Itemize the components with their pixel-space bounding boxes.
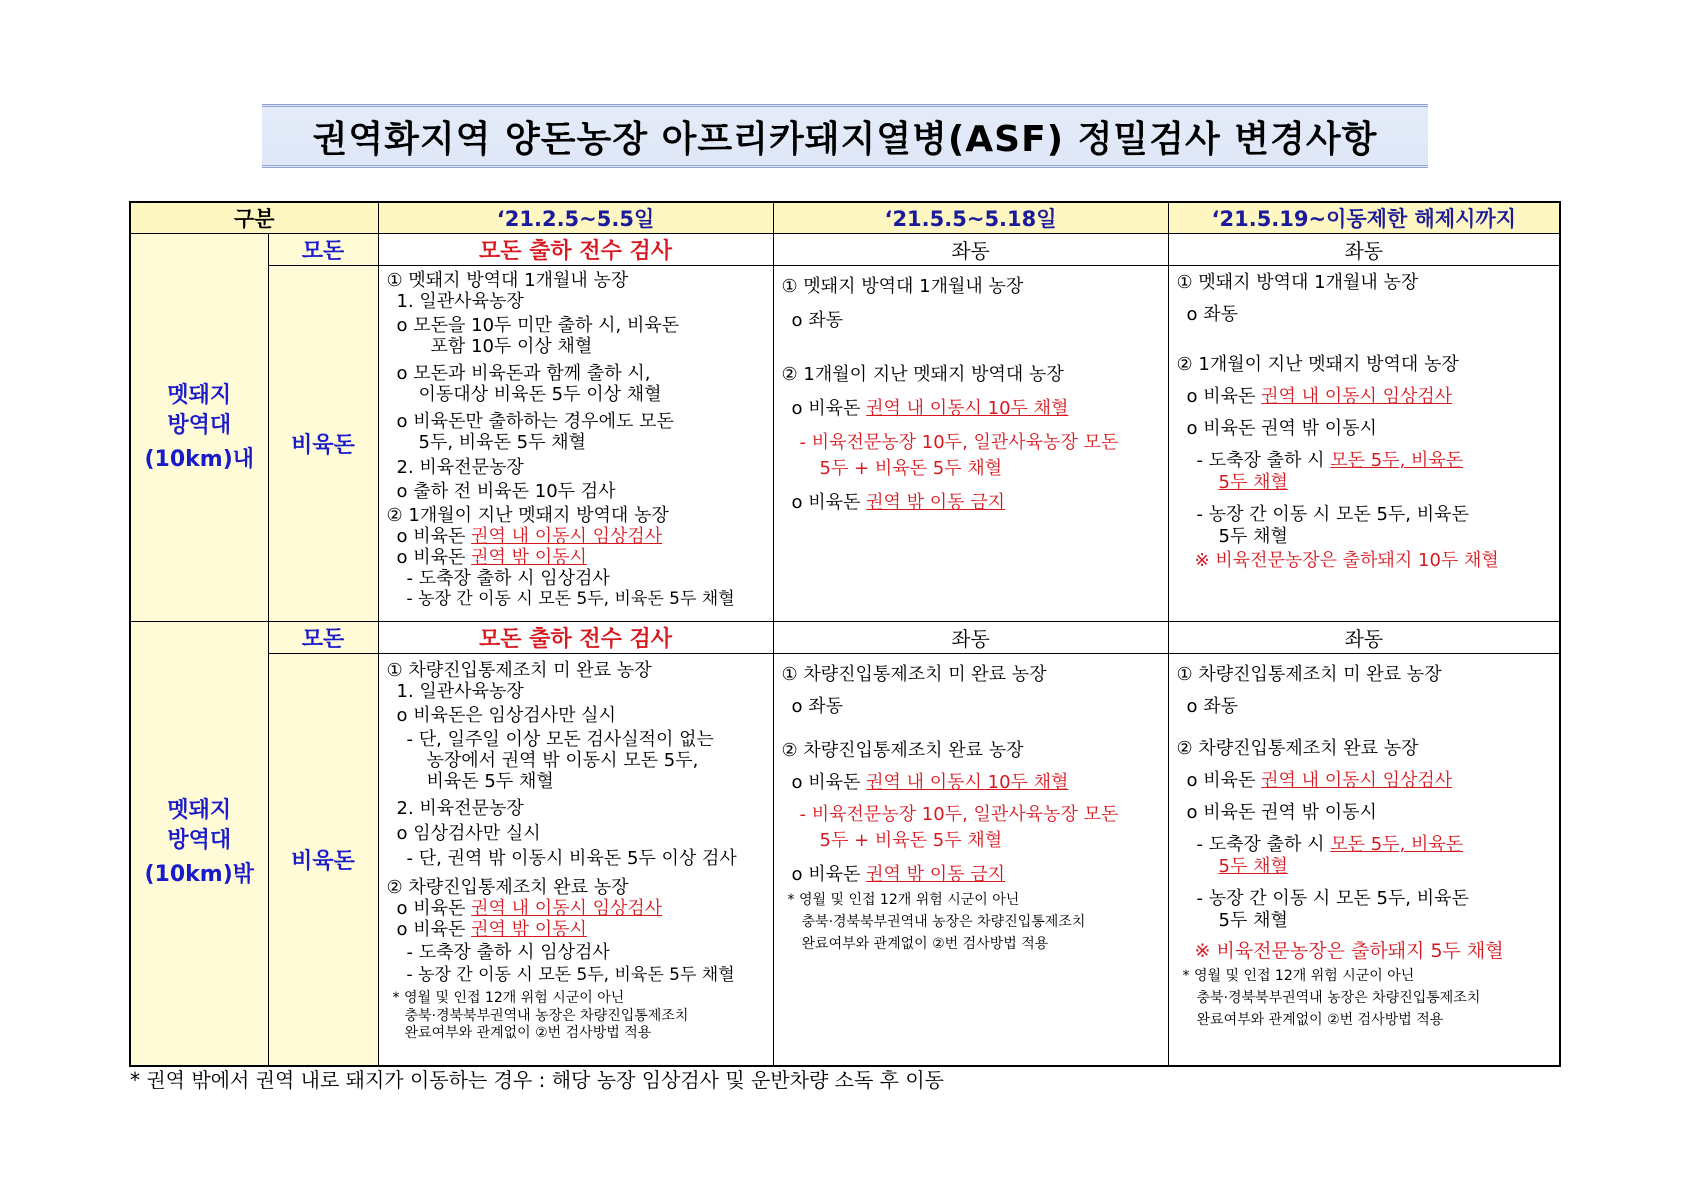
out-p3-l6a: - 도축장 출하 시 bbox=[1196, 834, 1331, 855]
out-p2-l4a: o 비육돈 bbox=[791, 772, 867, 793]
in-p1-l14: - 도축장 출하 시 임상검사 bbox=[406, 568, 610, 589]
out-p3-n1: * 영월 및 인접 12개 위험 시군이 아닌 bbox=[1182, 968, 1415, 984]
out-p3-l6 bbox=[1177, 834, 1554, 856]
out-p2-l7b: 권역 밖 이동 금지 bbox=[866, 864, 1006, 885]
out-p1-l5: 농장에서 권역 밖 이동시 모돈 5두, bbox=[426, 750, 699, 771]
in-p2-l6: 5두 + 비육돈 5두 채혈 bbox=[819, 458, 1003, 479]
in-p1-l12a: o 비육돈 bbox=[396, 526, 472, 547]
out-p1-n3: 완료여부와 관계없이 ②번 검사방법 적용 bbox=[404, 1025, 652, 1041]
section-in-label bbox=[130, 234, 268, 622]
in-p1-l13 bbox=[387, 547, 767, 568]
out-p1-l12b: 권역 밖 이동시 bbox=[471, 919, 587, 940]
out-p3-l10: ※ 비육전문농장은 출하돼지 5두 채혈 bbox=[1194, 940, 1504, 962]
in-modon-label: 모돈 bbox=[268, 234, 378, 266]
out-p1-l12 bbox=[387, 919, 767, 940]
in-p1-l13a: o 비육돈 bbox=[396, 547, 472, 568]
in-p1-l10: o 출하 전 비육돈 10두 검사 bbox=[396, 481, 616, 502]
in-modon-p3: 좌동 bbox=[1168, 234, 1560, 266]
in-p2-cell bbox=[773, 266, 1168, 622]
in-p2-l3: ② 1개월이 지난 멧돼지 방역대 농장 bbox=[781, 364, 1064, 385]
in-p2-l7b: 권역 밖 이동 금지 bbox=[866, 492, 1006, 513]
section-in-label-3: (10km)내 bbox=[144, 446, 255, 472]
in-biyukdon-row bbox=[130, 266, 1560, 622]
in-p1-l15: - 농장 간 이동 시 모돈 5두, 비육돈 5두 채혈 bbox=[406, 589, 735, 609]
out-p3-l9: 5두 채혈 bbox=[1218, 910, 1288, 931]
out-p1-n1: * 영월 및 인접 12개 위험 시군이 아닌 bbox=[392, 990, 625, 1006]
in-p2-l1: ① 멧돼지 방역대 1개월내 농장 bbox=[781, 276, 1024, 297]
out-modon-p3: 좌동 bbox=[1168, 622, 1560, 654]
in-modon-p2: 좌동 bbox=[773, 234, 1168, 266]
out-p1-n2: 충북·경북북부권역내 농장은 차량진입통제조치 bbox=[404, 1008, 689, 1024]
out-p3-l4a: o 비육돈 bbox=[1186, 770, 1262, 791]
in-p2-l4a: o 비육돈 bbox=[791, 398, 867, 419]
document-title-banner bbox=[262, 104, 1428, 168]
in-p3-l1: ① 멧돼지 방역대 1개월내 농장 bbox=[1176, 272, 1419, 293]
section-out-label-2: 방역대 bbox=[167, 828, 232, 854]
in-p2-l2: o 좌동 bbox=[791, 310, 844, 331]
in-p3-l4 bbox=[1177, 386, 1554, 408]
document-title: 권역화지역 양돈농장 아프리카돼지열병(ASF) 정밀검사 변경사항 bbox=[312, 118, 1378, 160]
out-p1-l11a: o 비육돈 bbox=[396, 898, 472, 919]
out-p1-l10: ② 차량진입통제조치 완료 농장 bbox=[386, 877, 629, 898]
in-modon-row bbox=[130, 234, 1560, 266]
in-p1-cell bbox=[378, 266, 773, 622]
out-modon-row bbox=[130, 622, 1560, 654]
in-p3-l9: 5두 채혈 bbox=[1218, 526, 1288, 547]
in-p1-l12 bbox=[387, 526, 767, 547]
header-period-2: ‘21.5.5~5.18일 bbox=[773, 202, 1168, 234]
in-p1-l2: 1. 일관사육농장 bbox=[396, 291, 524, 312]
section-out-label bbox=[130, 622, 268, 1066]
out-p1-l2: 1. 일관사육농장 bbox=[396, 681, 524, 702]
out-p1-l14: - 농장 간 이동 시 모돈 5두, 비육돈 5두 채혈 bbox=[406, 965, 735, 985]
out-modon-p1: 모돈 출하 전수 검사 bbox=[378, 622, 773, 654]
in-p3-l10: ※ 비육전문농장은 출하돼지 10두 채혈 bbox=[1194, 550, 1499, 571]
out-p2-n3: 완료여부와 관계없이 ②번 검사방법 적용 bbox=[801, 936, 1049, 952]
in-p3-l8: - 농장 간 이동 시 모돈 5두, 비육돈 bbox=[1196, 504, 1469, 525]
out-p2-cell bbox=[773, 654, 1168, 1066]
in-p1-l8: 5두, 비육돈 5두 채혈 bbox=[418, 432, 587, 453]
section-out-label-1: 멧돼지 bbox=[167, 798, 232, 824]
out-p3-cell bbox=[1168, 654, 1560, 1066]
out-p1-l4: - 단, 일주일 이상 모돈 검사실적이 없는 bbox=[406, 729, 714, 750]
in-p3-l3: ② 1개월이 지난 멧돼지 방역대 농장 bbox=[1176, 354, 1459, 375]
out-p1-l3: o 비육돈은 임상검사만 실시 bbox=[396, 705, 616, 726]
in-p1-l6: 이동대상 비육돈 5두 이상 채혈 bbox=[418, 384, 662, 405]
out-p3-l3: ② 차량진입통제조치 완료 농장 bbox=[1176, 738, 1419, 759]
out-p1-l11 bbox=[387, 898, 767, 919]
header-row bbox=[130, 202, 1560, 234]
out-p3-l5: o 비육돈 권역 밖 이동시 bbox=[1186, 802, 1377, 823]
out-p2-n1: * 영월 및 인접 12개 위험 시군이 아닌 bbox=[787, 892, 1020, 908]
out-p3-l7: 5두 채혈 bbox=[1218, 856, 1288, 877]
in-biyukdon-label: 비육돈 bbox=[268, 266, 378, 622]
in-p3-l4b: 권역 내 이동시 임상검사 bbox=[1261, 386, 1453, 407]
out-p2-n2: 충북·경북북부권역내 농장은 차량진입통제조치 bbox=[801, 914, 1086, 930]
in-p3-l6b: 모돈 5두, 비육돈 bbox=[1330, 450, 1464, 471]
in-p1-l5: o 모돈과 비육돈과 함께 출하 시, bbox=[396, 363, 651, 384]
out-p3-l8: - 농장 간 이동 시 모돈 5두, 비육돈 bbox=[1196, 888, 1469, 909]
out-p2-l4 bbox=[782, 772, 1162, 794]
out-p2-l1: ① 차량진입통제조치 미 완료 농장 bbox=[781, 664, 1047, 685]
in-p3-l7: 5두 채혈 bbox=[1218, 472, 1288, 493]
out-p3-l2: o 좌동 bbox=[1186, 696, 1239, 717]
in-p1-l7: o 비육돈만 출하하는 경우에도 모돈 bbox=[396, 411, 674, 432]
out-p1-l1: ① 차량진입통제조치 미 완료 농장 bbox=[386, 660, 652, 681]
out-p1-l13: - 도축장 출하 시 임상검사 bbox=[406, 942, 610, 963]
in-p2-l7a: o 비육돈 bbox=[791, 492, 867, 513]
out-p1-cell bbox=[378, 654, 773, 1066]
out-biyukdon-row bbox=[130, 654, 1560, 1066]
in-p1-l13b: 권역 밖 이동시 bbox=[471, 547, 587, 568]
in-p3-l6 bbox=[1177, 450, 1554, 472]
header-period-1: ‘21.2.5~5.5일 bbox=[378, 202, 773, 234]
in-p1-l4: 포함 10두 이상 채혈 bbox=[430, 336, 593, 357]
out-p2-l6: 5두 + 비육돈 5두 채혈 bbox=[819, 830, 1003, 851]
out-modon-label: 모돈 bbox=[268, 622, 378, 654]
out-modon-p2: 좌동 bbox=[773, 622, 1168, 654]
in-p1-l3: o 모돈을 10두 미만 출하 시, 비육돈 bbox=[396, 315, 680, 336]
section-in-label-2: 방역대 bbox=[167, 412, 232, 438]
in-p2-l5: - 비육전문농장 10두, 일관사육농장 모돈 bbox=[799, 432, 1119, 453]
out-p1-l6: 비육돈 5두 채혈 bbox=[426, 771, 554, 792]
out-p1-l9: - 단, 권역 밖 이동시 비육돈 5두 이상 검사 bbox=[406, 848, 737, 869]
in-p3-l2: o 좌동 bbox=[1186, 304, 1239, 325]
out-p1-l8: o 임상검사만 실시 bbox=[396, 823, 541, 844]
header-period-3: ‘21.5.19~이동제한 해제시까지 bbox=[1168, 202, 1560, 234]
out-p3-n3: 완료여부와 관계없이 ②번 검사방법 적용 bbox=[1196, 1012, 1444, 1028]
in-p2-l4 bbox=[782, 398, 1162, 420]
in-p3-cell bbox=[1168, 266, 1560, 622]
in-p3-l4a: o 비육돈 bbox=[1186, 386, 1262, 407]
in-p3-l5: o 비육돈 권역 밖 이동시 bbox=[1186, 418, 1377, 439]
out-p1-l12a: o 비육돈 bbox=[396, 919, 472, 940]
in-p1-l11: ② 1개월이 지난 멧돼지 방역대 농장 bbox=[386, 505, 669, 526]
in-modon-p1: 모돈 출하 전수 검사 bbox=[378, 234, 773, 266]
out-p1-l11b: 권역 내 이동시 임상검사 bbox=[471, 898, 663, 919]
header-category: 구분 bbox=[130, 202, 378, 234]
out-biyukdon-label: 비육돈 bbox=[268, 654, 378, 1066]
section-in-label-1: 멧돼지 bbox=[167, 382, 232, 408]
in-p1-l9: 2. 비육전문농장 bbox=[396, 457, 524, 478]
out-p2-l2: o 좌동 bbox=[791, 696, 844, 717]
section-out-label-3: (10km)밖 bbox=[144, 862, 255, 888]
out-p3-l4 bbox=[1177, 770, 1554, 792]
out-p2-l4b: 권역 내 이동시 10두 채혈 bbox=[866, 772, 1069, 793]
document-footnote: * 권역 밖에서 권역 내로 돼지가 이동하는 경우 : 해당 농장 임상검사 및 운반차량 소독 후 이동 bbox=[130, 1068, 944, 1092]
out-p2-l7 bbox=[782, 864, 1162, 886]
out-p3-l1: ① 차량진입통제조치 미 완료 농장 bbox=[1176, 664, 1442, 685]
in-p1-l12b: 권역 내 이동시 임상검사 bbox=[471, 526, 663, 547]
out-p2-l3: ② 차량진입통제조치 완료 농장 bbox=[781, 740, 1024, 761]
out-p2-l5: - 비육전문농장 10두, 일관사육농장 모돈 bbox=[799, 804, 1119, 825]
in-p3-l6a: - 도축장 출하 시 bbox=[1196, 450, 1331, 471]
out-p3-l6b: 모돈 5두, 비육돈 bbox=[1330, 834, 1464, 855]
inspection-table bbox=[129, 201, 1561, 1067]
in-p2-l4b: 권역 내 이동시 10두 채혈 bbox=[866, 398, 1069, 419]
out-p3-n2: 충북·경북북부권역내 농장은 차량진입통제조치 bbox=[1196, 990, 1481, 1006]
out-p2-l7a: o 비육돈 bbox=[791, 864, 867, 885]
out-p3-l4b: 권역 내 이동시 임상검사 bbox=[1261, 770, 1453, 791]
out-p1-l7: 2. 비육전문농장 bbox=[396, 798, 524, 819]
in-p2-l7 bbox=[782, 492, 1162, 514]
in-p1-l1: ① 멧돼지 방역대 1개월내 농장 bbox=[386, 270, 629, 291]
